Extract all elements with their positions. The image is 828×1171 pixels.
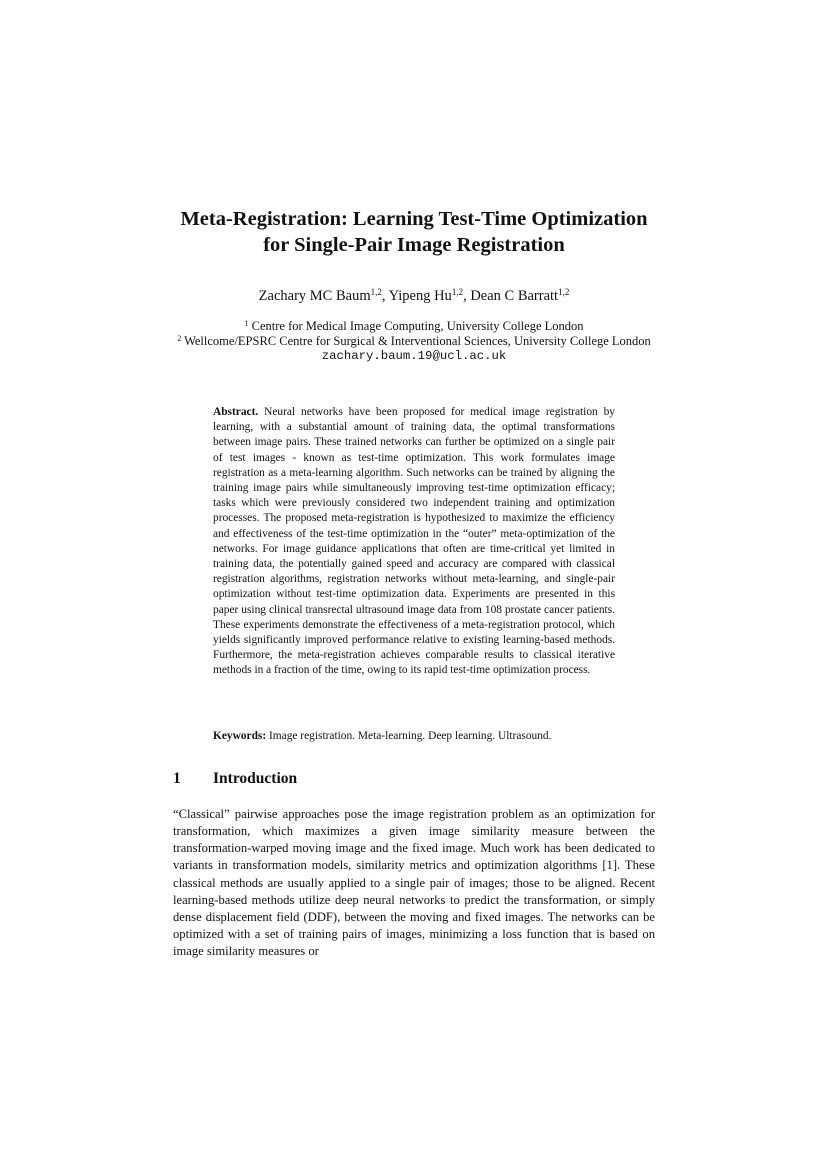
affiliation-mark: 1 xyxy=(244,319,249,328)
affiliation-mark: 2 xyxy=(177,334,182,343)
keywords xyxy=(213,729,615,744)
author-name: Dean C Barratt xyxy=(470,288,559,304)
section-heading xyxy=(173,769,297,789)
author-affiliation-mark: 1,2 xyxy=(558,287,570,297)
section-title: Introduction xyxy=(213,770,298,787)
affiliation-line xyxy=(100,319,728,334)
affiliations xyxy=(100,319,728,364)
keywords-label: Keywords: xyxy=(213,730,267,742)
author-email: zachary.baum.19@ucl.ac.uk xyxy=(321,349,507,363)
author-list xyxy=(100,287,728,305)
author-name: Yipeng Hu xyxy=(388,288,452,304)
title-line-2: for Single-Pair Image Registration xyxy=(263,234,565,256)
author-affiliation-mark: 1,2 xyxy=(370,287,382,297)
abstract-text: Neural networks have been proposed for medical image registration by learning, with a substantial amount of training data, the optimal transformations between image pairs. These trained networks can further be optimized on a single pair of test images - known as test-time optimization. This work formulates image registration as a meta-learning algorithm. Such networks can be trained by aligning the training image pairs while simultaneously improving test-time optimization efficacy; tasks which were previously considered two independent training and optimization processes. The proposed meta-registration is hypothesized to maximize the efficiency and effectiveness of the test-time optimization in the “outer” meta-optimization of the networks. For image guidance applications that often are time-critical yet limited in training data, the potentially gained speed and accuracy are compared with classical registration algorithms, registration networks without meta-learning, and single-pair optimization without test-time optimization data. Experiments are presented in this paper using clinical transrectal ultrasound image data from 108 prostate cancer patients. These experiments demonstrate the effectiveness of a meta-registration protocol, which yields significantly improved performance relative to existing learning-based methods. Furthermore, the meta-registration achieves comparable results to classical iterative methods in a fraction of the time, owing to its rapid test-time optimization process. xyxy=(213,406,615,677)
abstract-label: Abstract. xyxy=(213,406,259,418)
author-name: Zachary MC Baum xyxy=(258,288,371,304)
affiliation-line xyxy=(100,334,728,349)
author-affiliation-mark: 1,2 xyxy=(451,287,464,297)
keywords-text: Image registration. Meta-learning. Deep learning. Ultrasound. xyxy=(266,730,552,742)
affiliation-text: Centre for Medical Image Computing, University College London xyxy=(248,319,584,333)
introduction-paragraph: “Classical” pairwise approaches pose the image registration problem as an optimization for transformation, which maximizes a given image similarity measure between the transformation-warped moving image and the fixed image. Much work has been dedicated to variants in transformation models, similarity metrics and optimization algorithms [1]. These classical methods are usually applied to a single pair of images; those to be aligned. Recent learning-based methods utilize deep neural networks to predict the transformation, or simply dense displacement field (DDF), between the moving and fixed images. The networks can be optimized with a set of training pairs of images, minimizing a loss function that is based on image similarity measures or xyxy=(173,807,655,959)
affiliation-text: Wellcome/EPSRC Centre for Surgical & Interventional Sciences, University College London xyxy=(181,334,651,348)
abstract xyxy=(213,405,615,679)
author-separator: , xyxy=(463,288,471,304)
author-separator: , xyxy=(381,288,389,304)
paper-title xyxy=(100,206,728,258)
title-line-1: Meta-Registration: Learning Test-Time Optimization xyxy=(180,208,648,230)
section-number: 1 xyxy=(173,770,181,787)
